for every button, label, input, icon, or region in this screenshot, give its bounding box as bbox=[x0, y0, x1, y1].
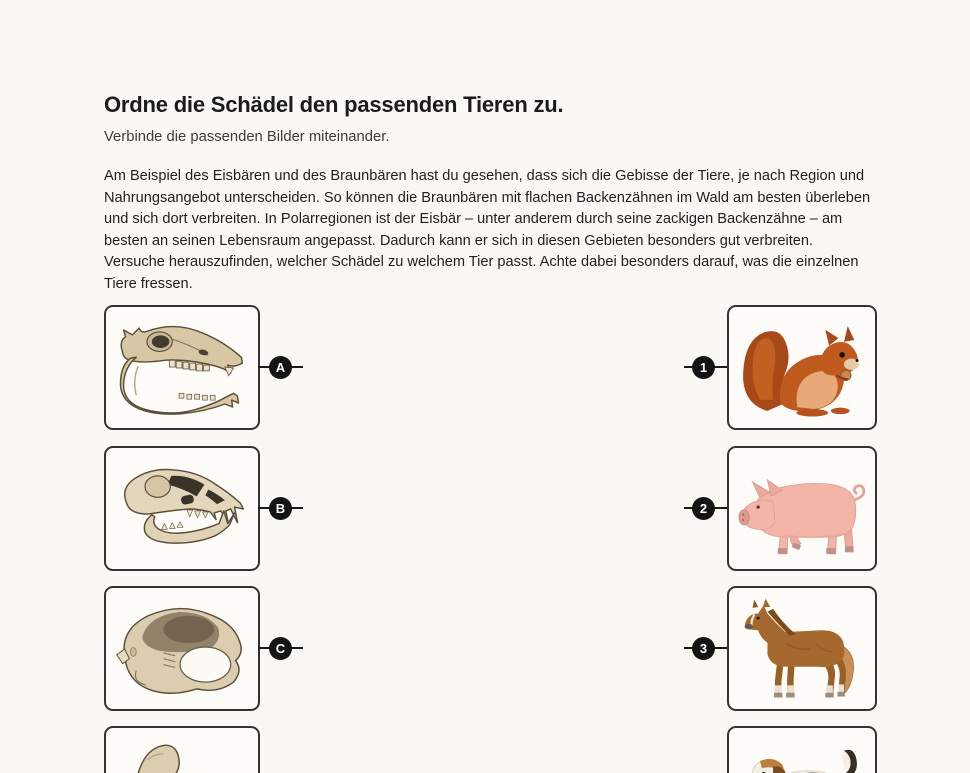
connector-skull-c[interactable] bbox=[258, 637, 303, 660]
dog-skull-illustration bbox=[109, 731, 255, 773]
red-squirrel-illustration bbox=[732, 310, 872, 425]
animal-card-2[interactable] bbox=[727, 446, 877, 571]
match-point-3[interactable]: 3 bbox=[692, 637, 715, 660]
horse-skull-illustration bbox=[109, 310, 255, 425]
animal-card-4[interactable] bbox=[727, 726, 877, 773]
connector-skull-b[interactable] bbox=[258, 497, 303, 520]
skull-card-a[interactable] bbox=[104, 305, 260, 430]
match-point-2[interactable]: 2 bbox=[692, 497, 715, 520]
skull-card-b[interactable] bbox=[104, 446, 260, 571]
intro-text bbox=[104, 166, 872, 295]
connector-animal-1[interactable] bbox=[684, 356, 729, 379]
beagle-dog-illustration bbox=[732, 731, 872, 773]
animal-card-1[interactable] bbox=[727, 305, 877, 430]
animal-card-3[interactable] bbox=[727, 586, 877, 711]
pig-illustration bbox=[732, 451, 872, 566]
intro-paragraph-1: Am Beispiel des Eisbären und des Braunbären hast du gesehen, dass sich die Gebisse der Tiere, je nach Region und Nahrungsangebot unterscheiden. So können die Braunbären mit flachen Backenzähnen im Wald am besten überleben und sich dort verbreiten. In Polarregionen ist der Eisbär – unter anderem durch seine zackigen Backenzähne – am besten an seinen Lebensraum angepasst. Dadurch kann er sich in diesen Gebieten besonders gut verbreiten. bbox=[104, 168, 871, 249]
match-point-a[interactable]: A bbox=[269, 356, 292, 379]
skull-card-d[interactable] bbox=[104, 726, 260, 773]
horse-illustration bbox=[732, 591, 872, 706]
page-subtitle: Verbinde die passenden Bilder miteinander. bbox=[104, 129, 390, 145]
connector-animal-3[interactable] bbox=[684, 637, 729, 660]
predator-skull-illustration bbox=[109, 451, 255, 566]
page-title: Ordne die Schädel den passenden Tieren zu. bbox=[104, 92, 564, 117]
match-point-1[interactable]: 1 bbox=[692, 356, 715, 379]
connector-skull-a[interactable] bbox=[258, 356, 303, 379]
match-point-c[interactable]: C bbox=[269, 637, 292, 660]
rodent-skull-illustration bbox=[109, 591, 255, 706]
skull-card-c[interactable] bbox=[104, 586, 260, 711]
connector-animal-2[interactable] bbox=[684, 497, 729, 520]
match-point-b[interactable]: B bbox=[269, 497, 292, 520]
intro-paragraph-2: Versuche herauszufinden, welcher Schädel zu welchem Tier passt. Achte dabei besonders darauf, was die einzelnen Tiere fressen. bbox=[104, 254, 859, 292]
